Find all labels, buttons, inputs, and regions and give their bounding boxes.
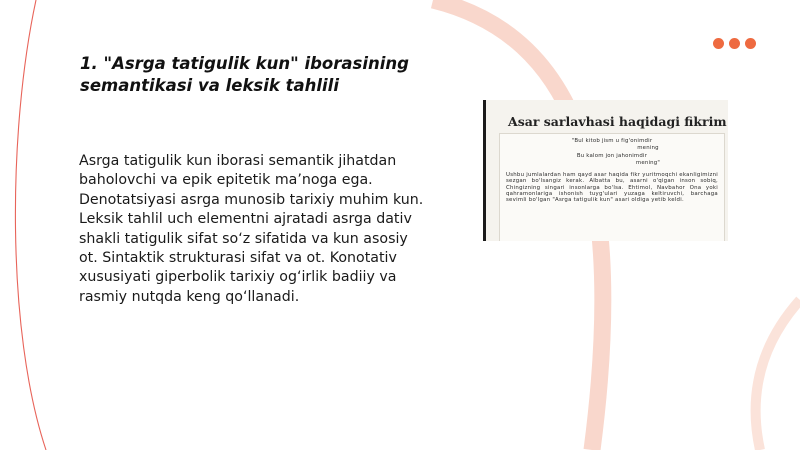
document-quote-line: mening" (635, 160, 661, 166)
dot-1 (713, 38, 724, 49)
document-quote-line: "Bul kitob jism u fig'onimdir (571, 138, 653, 144)
document-image (483, 100, 728, 241)
right-edge-arc (756, 300, 800, 450)
document-quote-line: Bu kalom jon jahonimdir (576, 153, 648, 159)
three-dots-icon (713, 38, 756, 49)
left-curve-line (15, 0, 46, 450)
document-heading: Asar sarlavhasi haqidagi fikrim (508, 114, 727, 129)
document-page (499, 133, 725, 241)
dot-2 (729, 38, 740, 49)
slide-body-text: Asrga tatigulik kun iborasi semantik jihatdan baholovchi va epik epitetik ma’noga ega. Denotatsiyasi asrga munosib tarixiy muhim kun. Leksik tahlil uch elementni ajratadi asrga dativ shakli tatigulik sifat so‘z sifatida va kun asosiy ot. Sintaktik strukturasi sifat va ot. Konotativ xususiyati giperbolik tarixiy og‘irlik badiiy va rasmiy nutqda keng qo‘llanadi. (79, 153, 424, 305)
slide-title: 1. "Asrga tatigulik kun" iborasining semantikasi va leksik tahlili (80, 54, 409, 95)
document-quote-line: mening (637, 145, 659, 151)
document-paragraph: Ushbu jumlalardan ham qayd asar haqida fikr yuritmoqchi ekanligimizni sezgan bo'lsangiz kerak. Albatta bu, asarni o'qigan inson sobiq, Chingizning singari insonlarga bo'lsa. Ehtimol, Navbahor Ona yoki qahramonlariga ishonish tuyg'ulari yuzaga keltiruvchi, barchaga sevimli bo'lgan "Asrga tatigulik kun" asari oldiga yetib keldi. (506, 172, 718, 204)
dot-3 (745, 38, 756, 49)
